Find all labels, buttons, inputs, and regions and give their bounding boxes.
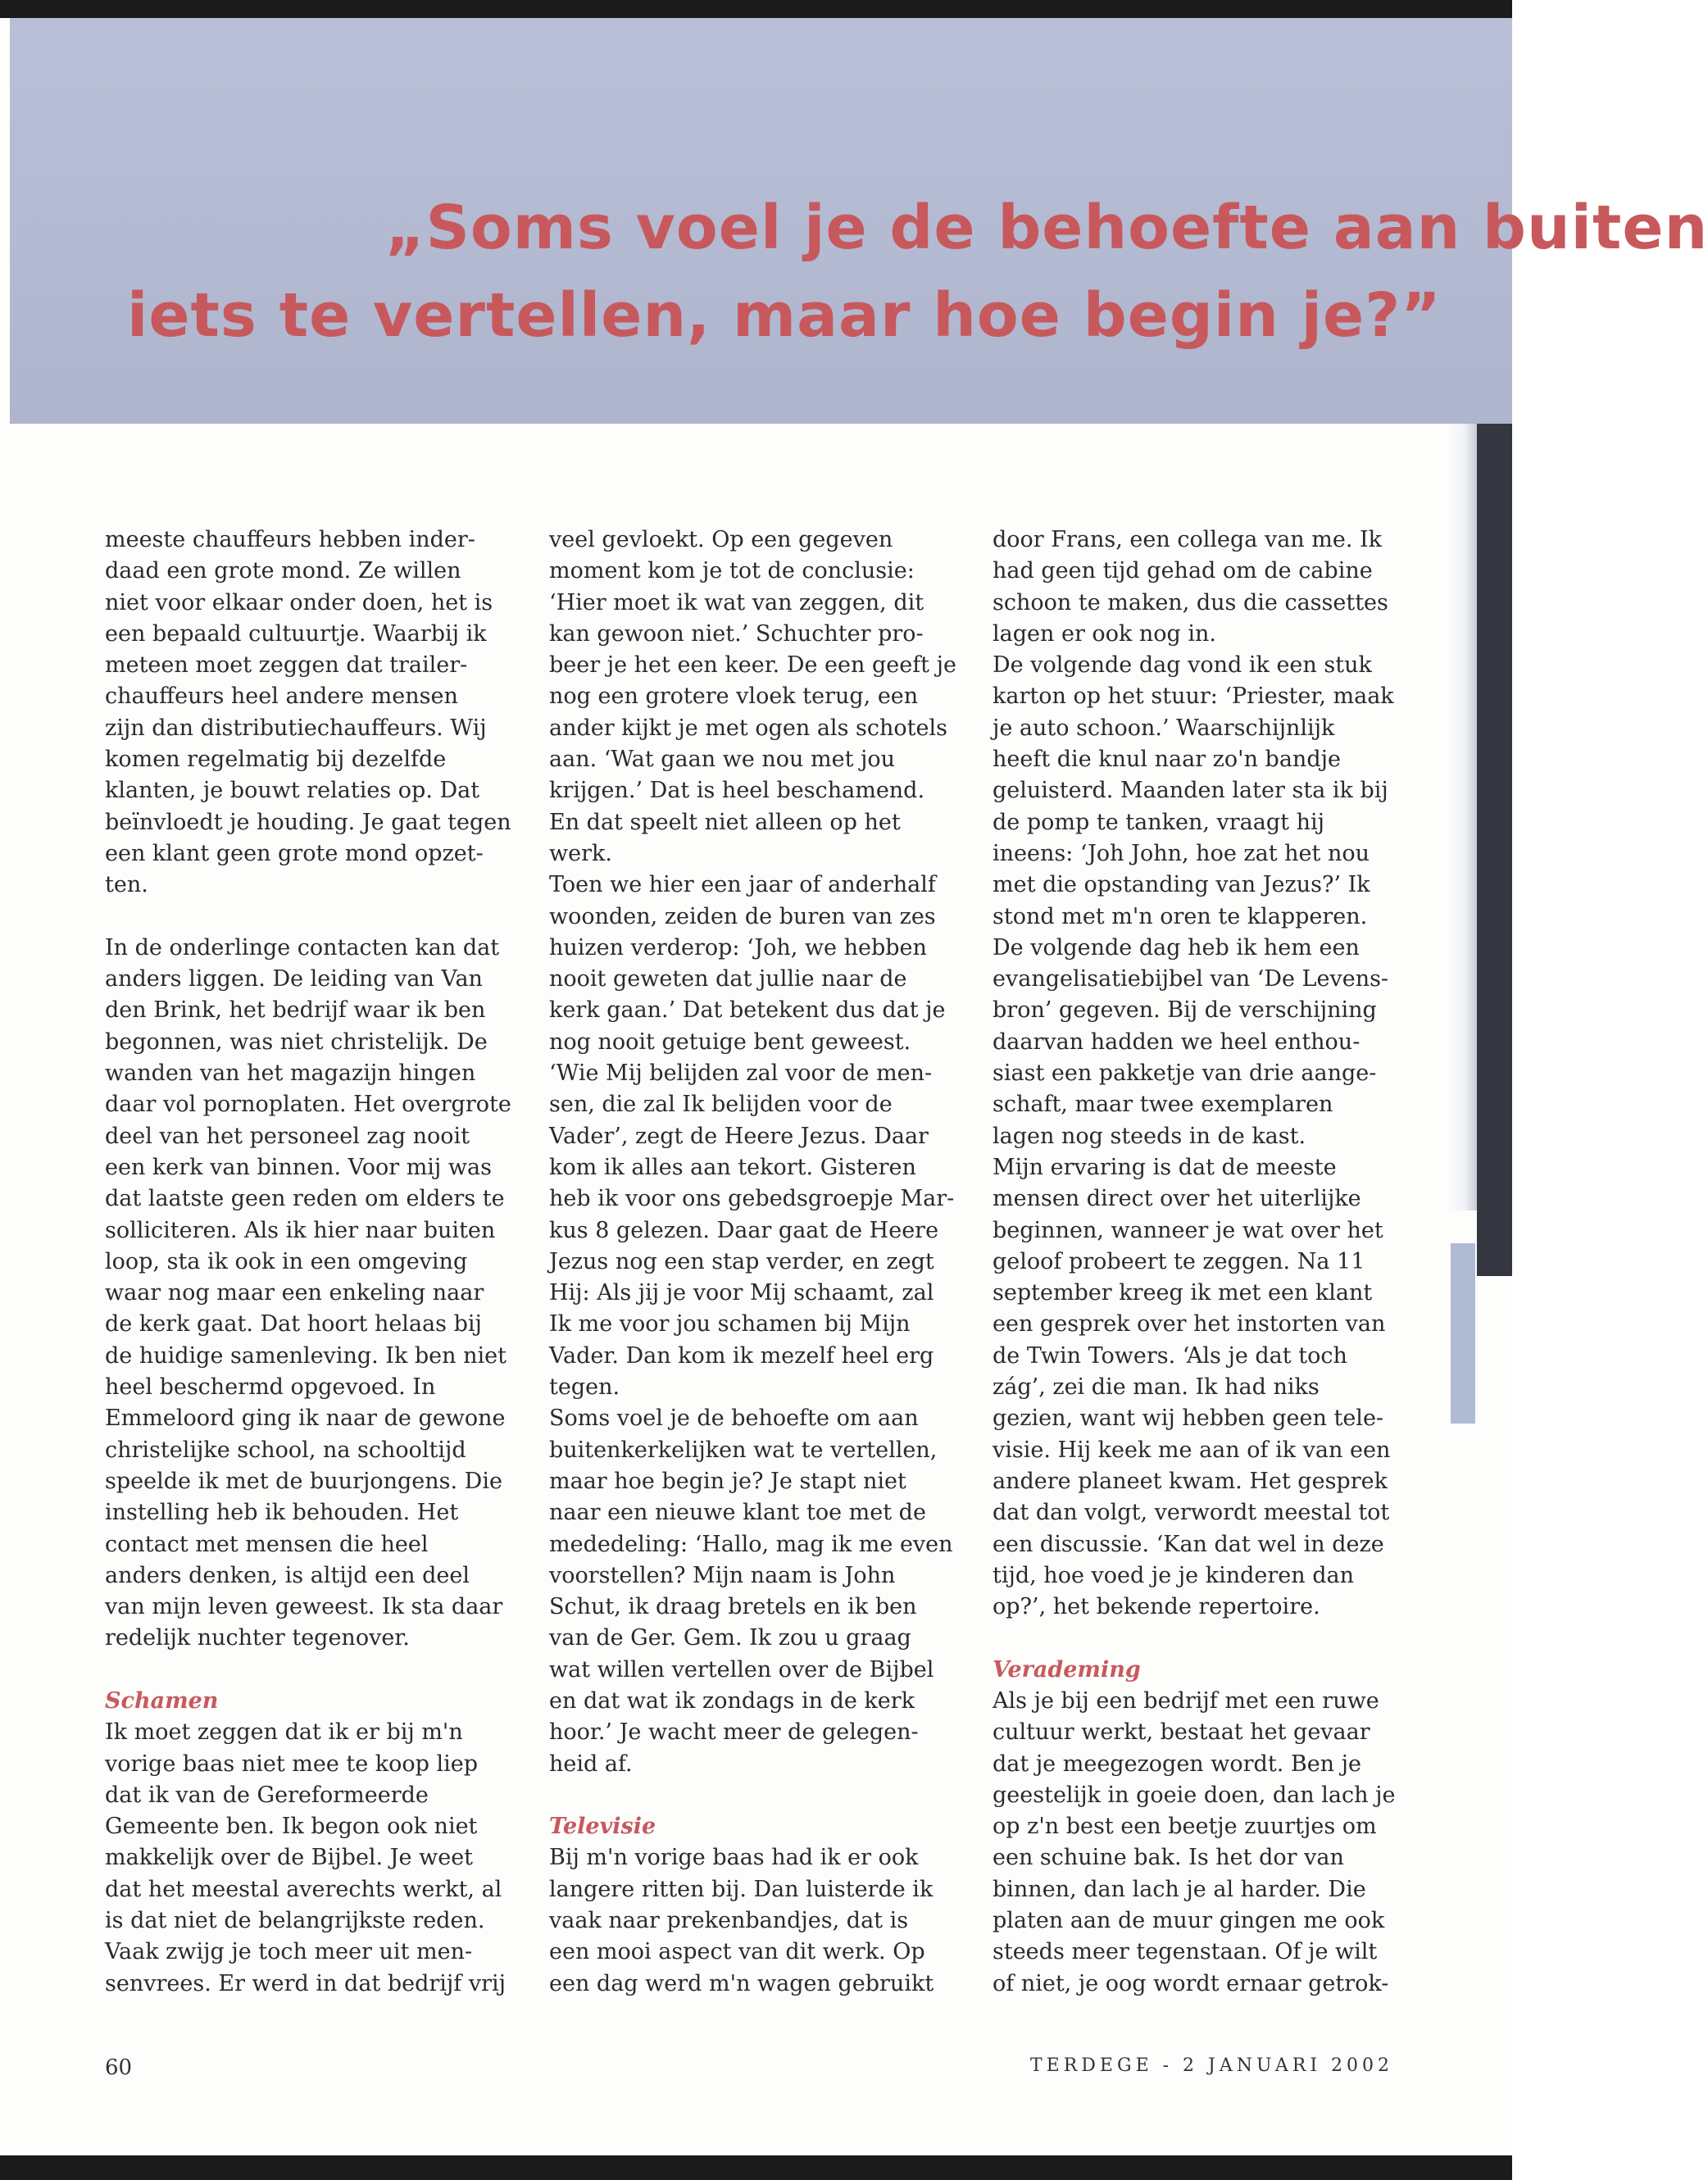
body-text-line: meteen moet zeggen dat trailer-: [105, 652, 468, 679]
body-text-line: contact met mensen die heel: [105, 1531, 429, 1557]
body-text-line: Hij: Als jij je voor Mij schaamt, zal: [549, 1280, 934, 1306]
body-text-line: daad een grote mond. Ze willen: [105, 558, 461, 584]
body-text-line: binnen, dan lach je al harder. Die: [993, 1876, 1366, 1902]
text-column-3: [993, 525, 1402, 2000]
body-text-line: mededeling: ‘Hallo, mag ik me even: [549, 1531, 953, 1557]
body-text-line: Emmeloord ging ik naar de gewone: [105, 1406, 506, 1432]
top-border: [0, 0, 1512, 18]
body-text-line: Vaak zwijg je toch meer uit men-: [105, 1939, 473, 1965]
body-text-line: de kerk gaat. Dat hoort helaas bij: [105, 1311, 482, 1338]
body-text-line: meeste chauffeurs hebben inder-: [105, 527, 475, 552]
body-text-line: christelijke school, na schooltijd: [105, 1437, 466, 1463]
body-text-line: daar vol pornoplaten. Het overgrote: [105, 1092, 511, 1118]
body-text-line: Als je bij een bedrijf met een ruwe: [993, 1687, 1379, 1714]
body-text-line: kus 8 gelezen. Daar gaat de Heere: [549, 1217, 939, 1243]
body-text-line: nooit geweten dat jullie naar de: [549, 966, 907, 992]
body-text-line: dat ik van de Gereformeerde: [105, 1782, 429, 1808]
body-text-line: kerk gaan.’ Dat betekent dus dat je: [549, 997, 946, 1024]
body-text-line: werk.: [549, 840, 612, 866]
headline-line-2: iets te vertellen, maar hoe begin je?”: [127, 280, 1442, 351]
body-text-line: andere planeet kwam. Het gesprek: [993, 1468, 1388, 1494]
body-text-line: solliciteren. Als ik hier naar buiten: [105, 1217, 496, 1243]
body-text-line: of niet, je oog wordt ernaar getrok-: [993, 1970, 1389, 1996]
body-text-line: tijd, hoe voed je je kinderen dan: [993, 1562, 1355, 1588]
body-text-line: een bepaald cultuurtje. Waarbij ik: [105, 620, 487, 647]
body-text-line: Toen we hier een jaar of anderhalf: [549, 872, 936, 898]
body-text-line: vorige baas niet mee te koop liep: [105, 1751, 479, 1777]
body-text-line: begonnen, was niet christelijk. De: [105, 1029, 488, 1055]
body-text-line: Schut, ik draag bretels en ik ben: [549, 1594, 917, 1620]
body-text-line: lagen er ook nog in.: [993, 620, 1217, 647]
body-text-line: krijgen.’ Dat is heel beschamend.: [549, 778, 925, 804]
body-text-line: Vader. Dan kom ik mezelf heel erg: [549, 1342, 934, 1369]
magazine-issue-line: TERDEGE - 2 JANUARI 2002: [1030, 2055, 1393, 2076]
page-number: 60: [105, 2055, 133, 2080]
body-text-line: huizen verderop: ‘Joh, we hebben: [549, 934, 927, 961]
paragraph-gap: [105, 1655, 515, 1686]
body-text-line: De volgende dag heb ik hem een: [993, 934, 1360, 961]
body-text-line: van de Ger. Gem. Ik zou u graag: [549, 1625, 911, 1651]
body-text-line: en dat wat ik zondags in de kerk: [549, 1687, 915, 1714]
body-text-line: lagen nog steeds in de kast.: [993, 1123, 1306, 1149]
body-text-line: hoor.’ Je wacht meer de gelegen-: [549, 1719, 919, 1746]
body-text-line: een mooi aspect van dit werk. Op: [549, 1939, 925, 1965]
section-heading: Verademing: [993, 1656, 1141, 1683]
body-text-line: dat het meestal averechts werkt, al: [105, 1876, 502, 1902]
body-text-line: maar hoe begin je? Je stapt niet: [549, 1468, 906, 1494]
body-text-line: En dat speelt niet alleen op het: [549, 809, 901, 835]
body-text-line: op z'n best een beetje zuurtjes om: [993, 1814, 1377, 1840]
body-text-line: karton op het stuur: ‘Priester, maak: [993, 684, 1394, 710]
body-text-line: siast een pakketje van drie aange-: [993, 1060, 1377, 1087]
body-text-line: anders liggen. De leiding van Van: [105, 966, 483, 992]
body-text-line: De volgende dag vond ik een stuk: [993, 652, 1372, 679]
body-text-line: klanten, je bouwt relaties op. Dat: [105, 778, 480, 804]
text-column-1: [105, 525, 515, 2000]
body-text-line: Soms voel je de behoefte om aan: [549, 1406, 919, 1432]
body-text-line: steeds meer tegenstaan. Of je wilt: [993, 1939, 1378, 1965]
body-text-line: geluisterd. Maanden later sta ik bij: [993, 778, 1388, 804]
body-text-line: een discussie. ‘Kan dat wel in deze: [993, 1531, 1384, 1557]
body-text-line: moment kom je tot de conclusie:: [549, 558, 915, 584]
body-text-line: geloof probeert te zeggen. Na 11: [993, 1248, 1365, 1274]
body-text-line: heid af.: [549, 1751, 633, 1777]
body-text-line: door Frans, een collega van me. Ik: [993, 527, 1383, 552]
body-text-line: zijn dan distributiechauffeurs. Wij: [105, 715, 487, 741]
body-text-line: de huidige samenleving. Ik ben niet: [105, 1342, 506, 1369]
body-text-line: ten.: [105, 872, 148, 898]
body-text-line: heb ik voor ons gebedsgroepje Mar-: [549, 1186, 955, 1212]
body-text-line: je auto schoon.’ Waarschijnlijk: [993, 715, 1335, 741]
body-text-line: sen, die zal Ik belijden voor de: [549, 1092, 893, 1118]
body-text-line: Ik me voor jou schamen bij Mijn: [549, 1311, 911, 1338]
paragraph-gap: [105, 902, 515, 933]
photo-shirt-area: [1451, 1243, 1475, 1424]
body-text-line: de Twin Towers. ‘Als je dat toch: [993, 1342, 1347, 1369]
body-text-line: een dag werd m'n wagen gebruikt: [549, 1970, 934, 1996]
body-text-line: anders denken, is altijd een deel: [105, 1562, 470, 1588]
body-text-line: woonden, zeiden de buren van zes: [549, 903, 936, 929]
section-heading: Schamen: [105, 1687, 219, 1714]
body-text-line: wat willen vertellen over de Bijbel: [549, 1656, 934, 1683]
body-text-line: Ik moet zeggen dat ik er bij m'n: [105, 1719, 463, 1746]
body-text-line: Bij m'n vorige baas had ik er ook: [549, 1845, 919, 1871]
body-text-line: instelling heb ik behouden. Het: [105, 1500, 459, 1526]
body-text-line: komen regelmatig bij dezelfde: [105, 747, 447, 773]
body-text-line: een klant geen grote mond opzet-: [105, 840, 484, 866]
body-text-line: Vader’, zegt de Heere Jezus. Daar: [549, 1123, 929, 1149]
body-text-line: dat je meegezogen wordt. Ben je: [993, 1751, 1361, 1777]
body-text-line: ineens: ‘Joh John, hoe zat het nou: [993, 840, 1370, 866]
body-text-line: gezien, want wij hebben geen tele-: [993, 1406, 1384, 1432]
body-text-line: daarvan hadden we heel enthou-: [993, 1029, 1360, 1055]
body-text-line: redelijk nuchter tegenover.: [105, 1625, 410, 1651]
paragraph-gap: [549, 1780, 959, 1811]
text-column-2: [549, 525, 959, 2000]
bottom-border: [0, 2155, 1512, 2180]
body-text-line: Gemeente ben. Ik begon ook niet: [105, 1814, 478, 1840]
body-text-line: platen aan de muur gingen me ook: [993, 1908, 1385, 1934]
body-text-line: met die opstanding van Jezus?’ Ik: [993, 872, 1370, 898]
body-text-line: waar nog maar een enkeling naar: [105, 1280, 484, 1306]
body-text-line: loop, sta ik ook in een omgeving: [105, 1248, 468, 1274]
body-text-line: visie. Hij keek me aan of ik van een: [993, 1437, 1391, 1463]
body-text-line: cultuur werkt, bestaat het gevaar: [993, 1719, 1370, 1746]
body-text-line: buitenkerkelijken wat te vertellen,: [549, 1437, 938, 1463]
body-text-line: naar een nieuwe klant toe met de: [549, 1500, 926, 1526]
body-text-line: evangelisatiebijbel van ‘De Levens-: [993, 966, 1389, 992]
photo-dark-area: [1477, 424, 1512, 1276]
body-text-line: had geen tijd gehad om de cabine: [993, 558, 1373, 584]
side-photo-strip: [1444, 424, 1512, 1210]
body-text-line: beginnen, wanneer je wat over het: [993, 1217, 1383, 1243]
body-text-line: kom ik alles aan tekort. Gisteren: [549, 1154, 916, 1180]
body-text-line: heel beschermd opgevoed. In: [105, 1374, 436, 1401]
body-text-line: een gesprek over het instorten van: [993, 1311, 1386, 1338]
body-text-line: geestelijk in goeie doen, dan lach je: [993, 1782, 1396, 1808]
body-text-line: schaft, maar twee exemplaren: [993, 1092, 1333, 1118]
body-text-line: een kerk van binnen. Voor mij was: [105, 1154, 492, 1180]
body-text-line: op?’, het bekende repertoire.: [993, 1594, 1320, 1620]
body-text-line: niet voor elkaar onder doen, het is: [105, 589, 493, 615]
body-text-line: deel van het personeel zag nooit: [105, 1123, 470, 1149]
body-text-line: tegen.: [549, 1374, 620, 1401]
body-text-line: In de onderlinge contacten kan dat: [105, 934, 500, 961]
paragraph-gap: [993, 1623, 1402, 1654]
body-text-line: stond met m'n oren te klapperen.: [993, 903, 1368, 929]
headline-line-1: „Soms voel je de behoefte aan buiten: [385, 193, 1708, 263]
body-text-line: chauffeurs heel andere mensen: [105, 684, 458, 710]
body-text-line: den Brink, het bedrijf waar ik ben: [105, 997, 486, 1024]
body-text-line: ‘Hier moet ik wat van zeggen, dit: [549, 589, 924, 615]
body-text-line: een schuine bak. Is het dor van: [993, 1845, 1344, 1871]
body-text-line: schoon te maken, dus die cassettes: [993, 589, 1388, 615]
body-text-line: beïnvloedt je houding. Je gaat tegen: [105, 809, 511, 835]
body-text-line: langere ritten bij. Dan luisterde ik: [549, 1876, 933, 1902]
body-text-line: beer je het een keer. De een geeft je: [549, 652, 956, 679]
body-text-line: ‘Wie Mij belijden zal voor de men-: [549, 1060, 933, 1087]
body-text-line: heeft die knul naar zo'n bandje: [993, 747, 1341, 773]
body-text-line: september kreeg ik met een klant: [993, 1280, 1373, 1306]
body-text-line: speelde ik met de buurjongens. Die: [105, 1468, 502, 1494]
body-text-line: nog een grotere vloek terug, een: [549, 684, 919, 710]
body-text-line: vaak naar prekenbandjes, dat is: [549, 1908, 909, 1934]
body-text-line: wanden van het magazijn hingen: [105, 1060, 476, 1087]
body-text-line: makkelijk over de Bijbel. Je weet: [105, 1845, 474, 1871]
body-text-line: voorstellen? Mijn naam is John: [549, 1562, 896, 1588]
body-text-line: zág’, zei die man. Ik had niks: [993, 1374, 1320, 1401]
body-text-line: senvrees. Er werd in dat bedrijf vrij: [105, 1970, 506, 1996]
body-text-line: veel gevloekt. Op een gegeven: [549, 527, 893, 552]
section-heading: Televisie: [549, 1814, 656, 1840]
body-text-line: dat dan volgt, verwordt meestal tot: [993, 1500, 1390, 1526]
body-text-line: dat laatste geen reden om elders te: [105, 1186, 505, 1212]
body-text-line: Mijn ervaring is dat de meeste: [993, 1154, 1337, 1180]
body-text-line: Jezus nog een stap verder, en zegt: [549, 1248, 934, 1274]
body-text-line: kan gewoon niet.’ Schuchter pro-: [549, 620, 924, 647]
body-text-line: aan. ‘Wat gaan we nou met jou: [549, 747, 896, 773]
body-text-line: de pomp te tanken, vraagt hij: [993, 809, 1324, 835]
body-text-line: mensen direct over het uiterlijke: [993, 1186, 1361, 1212]
body-text-line: bron’ gegeven. Bij de verschijning: [993, 997, 1377, 1024]
body-text-line: is dat niet de belangrijkste reden.: [105, 1908, 485, 1934]
body-text-line: nog nooit getuige bent geweest.: [549, 1029, 911, 1055]
body-text-line: van mijn leven geweest. Ik sta daar: [105, 1594, 503, 1620]
body-text-line: ander kijkt je met ogen als schotels: [549, 715, 947, 741]
